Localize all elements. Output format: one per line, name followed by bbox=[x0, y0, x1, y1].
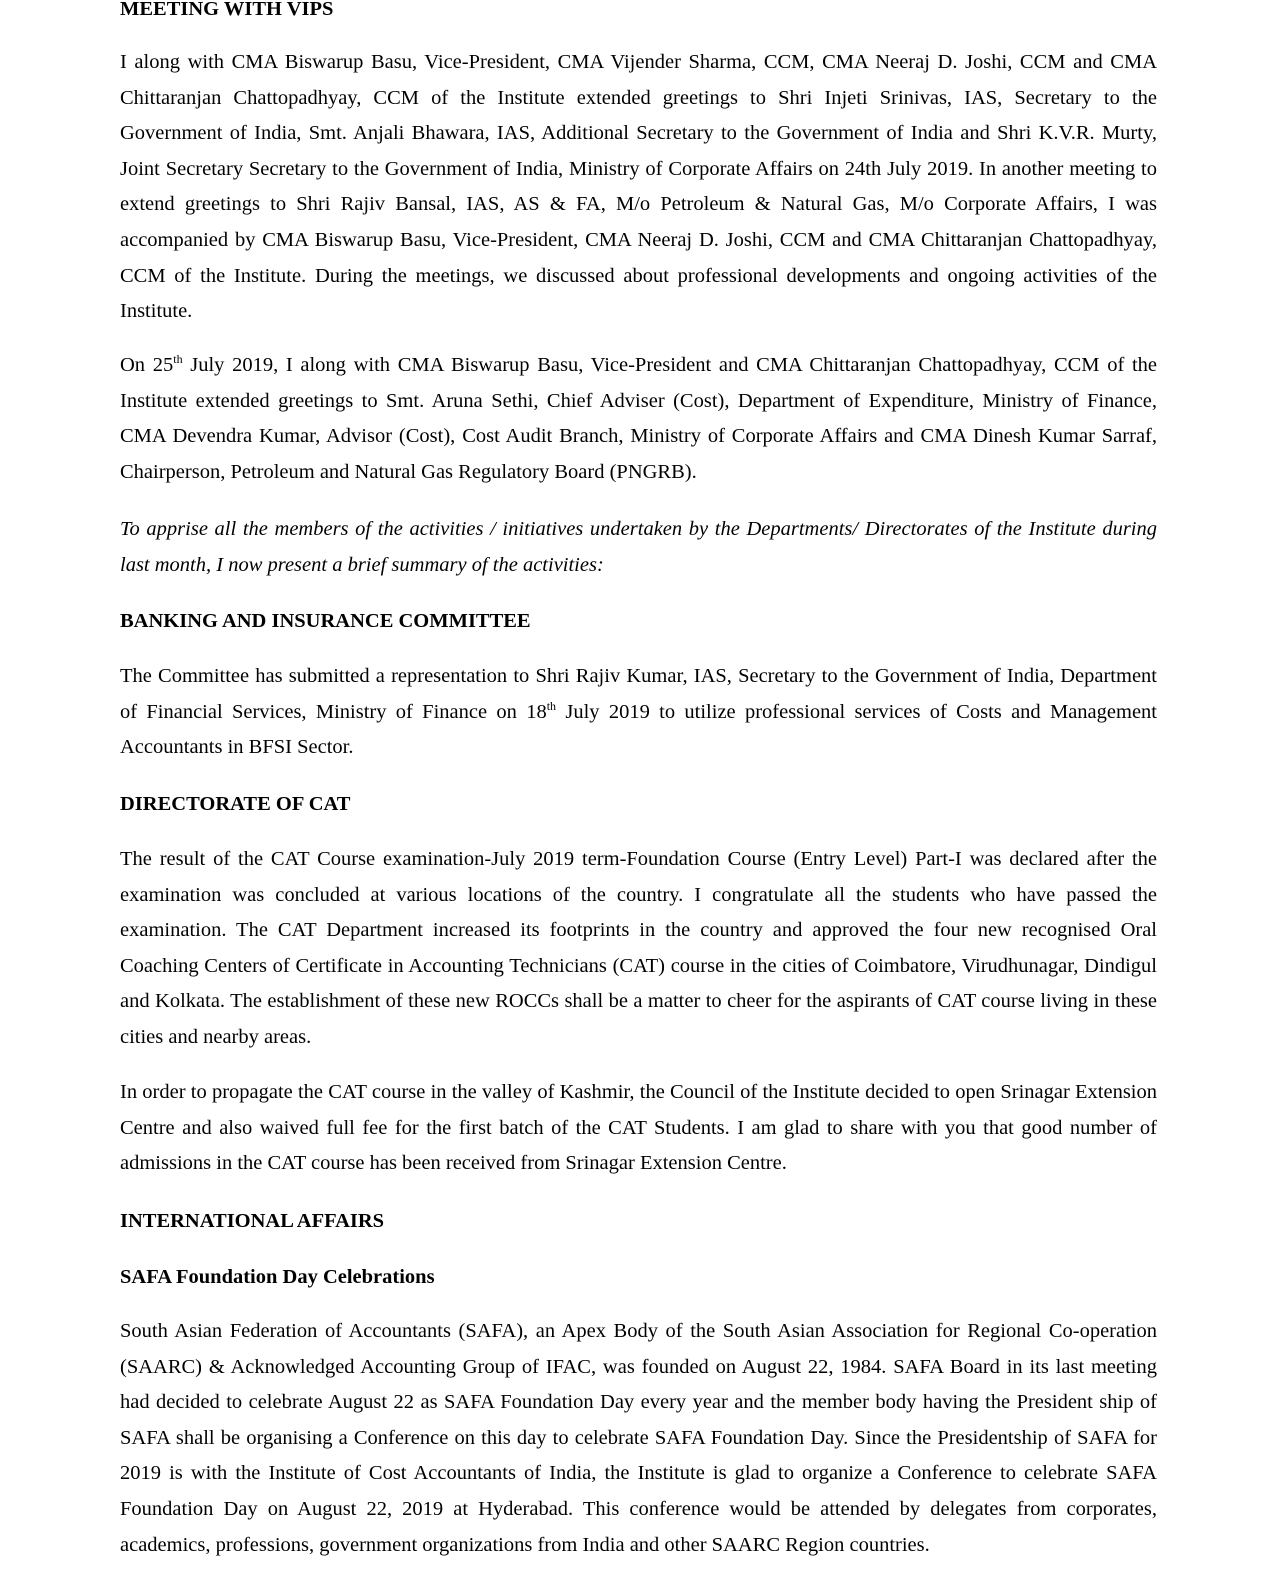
banking-paragraph-prefix: The Committee has submitted a representation to Shri Rajiv Kumar, IAS, Secretary to the Government of India, Department of Financial Services, Ministry of Finance on 18 bbox=[120, 665, 1157, 723]
vips-25-july-paragraph bbox=[120, 348, 1157, 490]
section-heading-banking-insurance: BANKING AND INSURANCE COMMITTEE bbox=[120, 610, 531, 632]
vips-meeting-paragraph: I along with CMA Biswarup Basu, Vice-President, CMA Vijender Sharma, CCM, CMA Neeraj D. Joshi, CCM and CMA Chittaranjan Chattopadhyay, CCM of the Institute extended greetings to Shri Injeti Srinivas, IAS, Secretary to the Government of India, Smt. Anjali Bhawara, IAS, Additional Secretary to the Government of India and Shri K.V.R. Murty, Joint Secretary Secretary to the Government of India, Ministry of Corporate Affairs on 24th July 2019. In another meeting to extend greetings to Shri Rajiv Bansal, IAS, AS & FA, M/o Petroleum & Natural Gas, M/o Corporate Affairs, I was accompanied by CMA Biswarup Basu, Vice-President, CMA Neeraj D. Joshi, CCM and CMA Chittaranjan Chattopadhyay, CCM of the Institute. During the meetings, we discussed about professional developments and ongoing activities of the Institute. bbox=[120, 51, 1157, 323]
section-heading-meeting-with-vips: MEETING WITH VIPS bbox=[120, 0, 334, 20]
banking-superscript: th bbox=[546, 698, 557, 713]
subheading-safa-foundation-day: SAFA Foundation Day Celebrations bbox=[120, 1266, 435, 1288]
banking-paragraph bbox=[120, 659, 1157, 766]
vips-25-july-rest: July 2019, I along with CMA Biswarup Basu, Vice-President and CMA Chittaranjan Chattopadhyay, CCM of the Institute extended greetings to Smt. Aruna Sethi, Chief Adviser (Cost), Department of Expenditure, Ministry of Finance, CMA Devendra Kumar, Advisor (Cost), Cost Audit Branch, Ministry of Corporate Affairs and CMA Dinesh Kumar Sarraf, Chairperson, Petroleum and Natural Gas Regulatory Board (PNGRB). bbox=[120, 354, 1157, 483]
vips-25-july-superscript: th bbox=[173, 352, 183, 367]
cat-kashmir-paragraph: In order to propagate the CAT course in the valley of Kashmir, the Council of the Institute decided to open Srinagar Extension Centre and also waived full fee for the first batch of the CAT Students. I am glad to share with you that good number of admissions in the CAT course has been received from Srinagar Extension Centre. bbox=[120, 1081, 1157, 1175]
banking-paragraph-rest: July 2019 to utilize professional services of Costs and Management Accountants in BFSI Sector. bbox=[120, 700, 1157, 759]
safa-paragraph: South Asian Federation of Accountants (SAFA), an Apex Body of the South Asian Association for Regional Co-operation (SAARC) & Acknowledged Accounting Group of IFAC, was founded on August 22, 1984. SAFA Board in its last meeting had decided to celebrate August 22 as SAFA Foundation Day every year and the member body having the President ship of SAFA shall be organising a Conference on this day to celebrate SAFA Foundation Day. Since the Presidentship of SAFA for 2019 is with the Institute of Cost Accountants of India, the Institute is glad to organize a Conference to celebrate SAFA Foundation Day on August 22, 2019 at Hyderabad. This conference would be attended by delegates from corporates, academics, professions, government organizations from India and other SAARC Region countries. bbox=[120, 1320, 1157, 1556]
cat-result-paragraph: The result of the CAT Course examination-July 2019 term-Foundation Course (Entry Level) Part-I was declared after the examination was concluded at various locations of the country. I congratulate all the students who have passed the examination. The CAT Department increased its footprints in the country and approved the four new recognised Oral Coaching Centers of Certificate in Accounting Technicians (CAT) course in the cities of Coimbatore, Virudhunagar, Dindigul and Kolkata. The establishment of these new ROCCs shall be a matter to cheer for the aspirants of CAT course living in these cities and nearby areas. bbox=[120, 848, 1157, 1048]
section-heading-directorate-of-cat: DIRECTORATE OF CAT bbox=[120, 793, 351, 815]
apprise-summary-paragraph: To apprise all the members of the activities / initiatives undertaken by the Departments/ Directorates of the Institute during last month, I now present a brief summary of the activities: bbox=[120, 518, 1157, 576]
section-heading-international-affairs: INTERNATIONAL AFFAIRS bbox=[120, 1210, 385, 1232]
vips-25-july-prefix: On 25 bbox=[120, 354, 174, 376]
